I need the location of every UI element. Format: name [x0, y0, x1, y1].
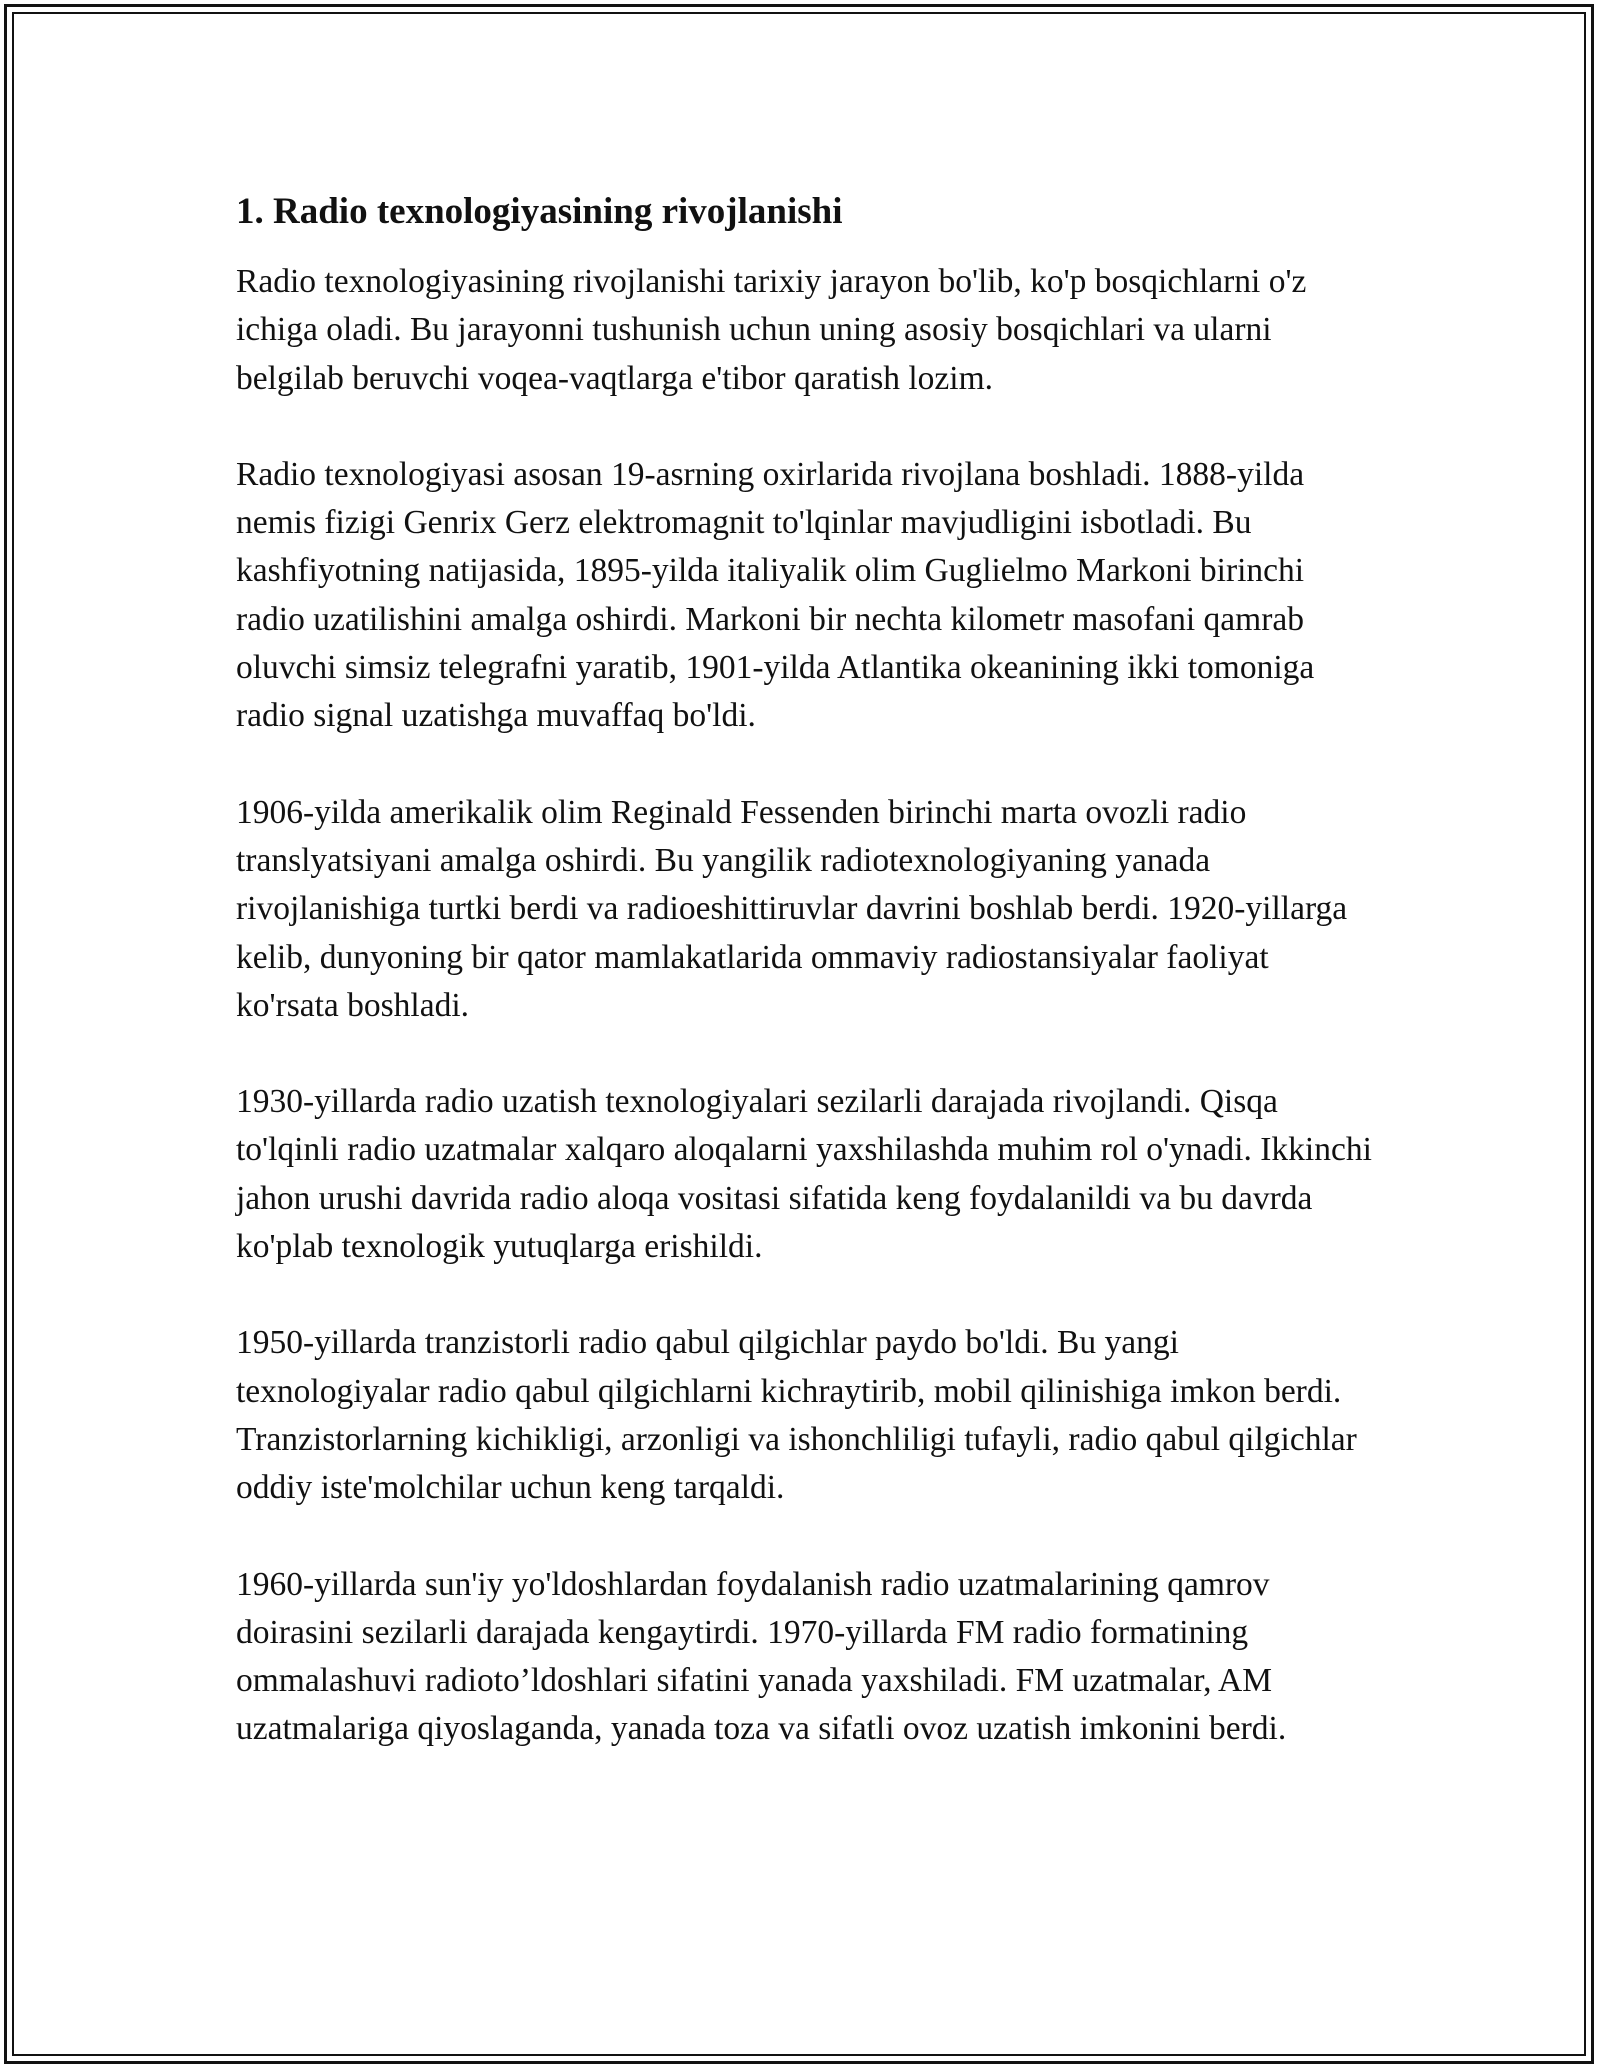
document-body	[236, 188, 1376, 1802]
paragraph-19th-century: Radio texnologiyasi asosan 19-asrning oxirlarida rivojlana boshladi. 1888-yilda nemis fizigi Genrix Gerz elektromagnit to'lqinlar mavjudligini isbotladi. Bu kashfiyotning natijasida, 1895-yilda italiyalik olim Guglielmo Markoni birinchi radio uzatilishini amalga oshirdi. Markoni bir nechta kilometr masofani qamrab oluvchi simsiz telegrafni yaratib, 1901-yilda Atlantika okeanining ikki tomoniga radio signal uzatishga muvaffaq bo'ldi.	[236, 455, 1315, 735]
paragraph-intro: Radio texnologiyasining rivojlanishi tarixiy jarayon bo'lib, ko'p bosqichlarni o'z ichiga oladi. Bu jarayonni tushunish uchun uning asosiy bosqichlari va ularni belgilab beruvchi voqea-vaqtlarga e'tibor qaratish lozim.	[236, 263, 1307, 397]
paragraph-1960s: 1960-yillarda sun'iy yo'ldoshlardan foydalanish radio uzatmalarining qamrov doirasini sezilarli darajada kengaytirdi. 1970-yillarda FM radio formatining ommalashuvi radioto’ldoshlari sifatini yanada yaxshiladi. FM uzatmalar, AM uzatmalariga qiyoslaganda, yanada toza va sifatli ovoz uzatish imkonini berdi.	[236, 1565, 1287, 1748]
section-heading: 1. Radio texnologiyasining rivojlanishi	[236, 191, 843, 232]
paragraph-1950s: 1950-yillarda tranzistorli radio qabul qilgichlar paydo bo'ldi. Bu yangi texnologiyalar radio qabul qilgichlarni kichraytirib, mobil qilinishiga imkon berdi. Tranzistorlarning kichikligi, arzonligi va ishonchliligi tufayli, radio qabul qilgichlar oddiy iste'molchilar uchun keng tarqaldi.	[236, 1324, 1357, 1507]
paragraph-1906: 1906-yilda amerikalik olim Reginald Fessenden birinchi marta ovozli radio translyatsiyani amalga oshirdi. Bu yangilik radiotexnologiyaning yanada rivojlanishiga turtki berdi va radioeshittiruvlar davrini boshlab berdi. 1920-yillarga kelib, dunyoning bir qator mamlakatlarida ommaviy radiostansiyalar faoliyat ko'rsata boshladi.	[236, 793, 1348, 1024]
paragraph-1930s: 1930-yillarda radio uzatish texnologiyalari sezilarli darajada rivojlandi. Qisqa to'lqinli radio uzatmalar xalqaro aloqalarni yaxshilashda muhim rol o'ynadi. Ikkinchi jahon urushi davrida radio aloqa vositasi sifatida keng foydalanildi va bu davrda ko'plab texnologik yutuqlarga erishildi.	[236, 1083, 1372, 1266]
